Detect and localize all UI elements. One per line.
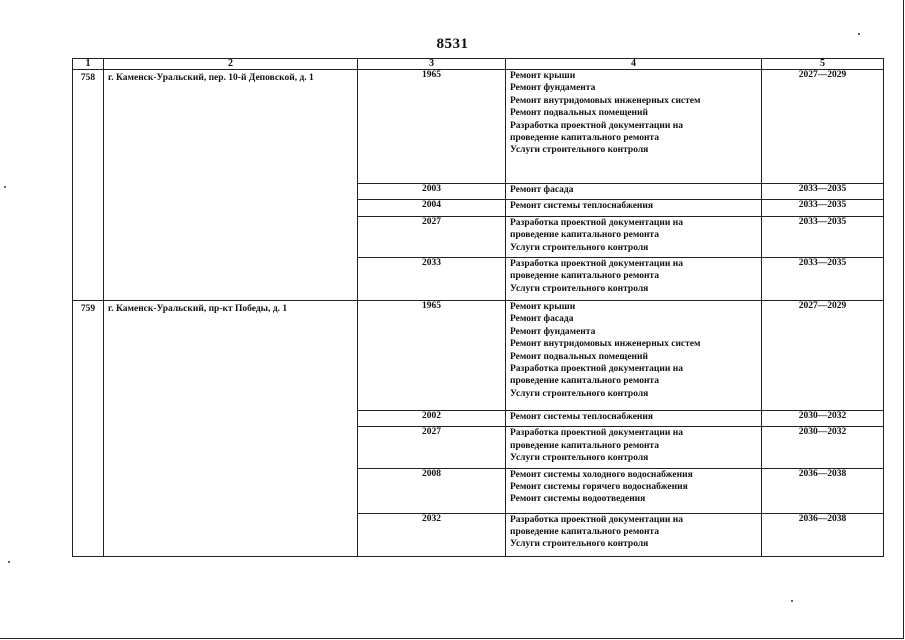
- period-cell: [762, 200, 884, 216]
- year-value: 2002: [422, 411, 441, 422]
- period-cell: [762, 468, 884, 513]
- period-cell: [762, 427, 884, 468]
- work-item: Ремонт подвальных помещений: [510, 351, 648, 362]
- work-item: проведение капитального ремонта: [510, 133, 659, 144]
- year-cell: [358, 411, 506, 427]
- work-item: Разработка проектной документации на: [510, 364, 683, 375]
- work-item: Ремонт системы холодного водоснабжения: [510, 469, 693, 480]
- work-item: Ремонт внутридомовых инженерных систем: [510, 95, 701, 106]
- work-item: Разработка проектной документации на: [510, 514, 683, 525]
- year-value: 2004: [422, 200, 441, 211]
- header-col-3: 3: [358, 59, 506, 70]
- building-address: г. Каменск-Уральский, пр-кт Победы, д. 1: [104, 301, 358, 557]
- period-value: 2036—2038: [798, 468, 847, 479]
- works-cell: [506, 468, 762, 513]
- work-item: Услуги строительного контроля: [510, 453, 649, 464]
- work-item: Ремонт фундамента: [510, 83, 596, 94]
- works-cell: [506, 513, 762, 556]
- works-cell: [506, 301, 762, 411]
- year-value: 2008: [422, 468, 441, 479]
- header-row: [73, 59, 884, 70]
- period-cell: [762, 70, 884, 184]
- period-value: 2033—2035: [798, 184, 847, 194]
- work-item: Разработка проектной документации на: [510, 120, 683, 131]
- period-value: 2030—2032: [798, 411, 847, 422]
- year-value: 1965: [422, 70, 441, 80]
- period-value: 2033—2035: [798, 216, 847, 227]
- work-item: Ремонт крыши: [510, 71, 576, 81]
- building-number: 759: [73, 301, 104, 557]
- year-value: 2003: [422, 184, 441, 194]
- work-item: Ремонт системы водоотведения: [510, 494, 646, 505]
- work-item: Ремонт крыши: [510, 302, 576, 313]
- table-row: [73, 301, 884, 411]
- year-cell: [358, 513, 506, 556]
- period-value: 2027—2029: [798, 301, 847, 312]
- work-item: Ремонт системы теплоснабжения: [510, 412, 654, 423]
- work-item: Услуги строительного контроля: [510, 539, 649, 550]
- period-cell: [762, 184, 884, 200]
- period-value: 2027—2029: [798, 70, 847, 80]
- scan-speck: [8, 561, 10, 563]
- work-item: Ремонт фундамента: [510, 326, 596, 337]
- work-item: Ремонт системы горячего водоснабжения: [510, 482, 688, 493]
- year-cell: [358, 200, 506, 216]
- year-cell: [358, 216, 506, 257]
- work-item: Ремонт фасада: [510, 314, 574, 325]
- work-item: проведение капитального ремонта: [510, 440, 659, 451]
- works-cell: [506, 258, 762, 301]
- work-item: Ремонт подвальных помещений: [510, 108, 648, 119]
- work-item: Разработка проектной документации на: [510, 217, 683, 228]
- header-col-5: 5: [762, 59, 884, 70]
- table-row: [73, 70, 884, 184]
- year-cell: [358, 184, 506, 200]
- building-address: г. Каменск-Уральский, пер. 10-й Деповской, д. 1: [104, 70, 358, 301]
- year-value: 2027: [422, 216, 441, 227]
- period-cell: [762, 513, 884, 556]
- work-item: Услуги строительного контроля: [510, 242, 649, 253]
- work-item: Ремонт внутридомовых инженерных систем: [510, 339, 701, 350]
- work-item: Услуги строительного контроля: [510, 283, 649, 294]
- work-item: Разработка проектной документации на: [510, 428, 683, 439]
- year-value: 1965: [422, 301, 441, 312]
- works-cell: [506, 427, 762, 468]
- work-item: Ремонт системы теплоснабжения: [510, 201, 654, 212]
- year-cell: [358, 301, 506, 411]
- work-item: Разработка проектной документации на: [510, 259, 683, 270]
- year-cell: [358, 70, 506, 184]
- table-header: [73, 59, 884, 70]
- scan-speck: [791, 600, 793, 602]
- building-number: 758: [73, 70, 104, 301]
- period-value: 2036—2038: [798, 513, 847, 524]
- year-cell: [358, 258, 506, 301]
- work-item: проведение капитального ремонта: [510, 527, 659, 538]
- works-cell: [506, 200, 762, 216]
- work-item: Услуги строительного контроля: [510, 145, 649, 156]
- period-cell: [762, 216, 884, 257]
- scan-speck: [858, 33, 860, 35]
- header-col-4: 4: [506, 59, 762, 70]
- scan-speck: [4, 186, 6, 188]
- year-value: 2027: [422, 427, 441, 438]
- table-body: [73, 70, 884, 557]
- capital-repair-table: [72, 58, 884, 557]
- work-item: проведение капитального ремонта: [510, 230, 659, 241]
- header-col-1: 1: [73, 59, 104, 70]
- page-number: 8531: [436, 36, 469, 52]
- year-value: 2033: [422, 258, 441, 269]
- period-cell: [762, 301, 884, 411]
- period-value: 2033—2035: [798, 200, 847, 211]
- year-cell: [358, 427, 506, 468]
- work-item: проведение капитального ремонта: [510, 271, 659, 282]
- work-item: Услуги строительного контроля: [510, 388, 649, 399]
- year-value: 2032: [422, 513, 441, 524]
- period-value: 2030—2032: [798, 427, 847, 438]
- year-cell: [358, 468, 506, 513]
- works-cell: [506, 184, 762, 200]
- work-item: Ремонт фасада: [510, 185, 574, 195]
- works-cell: [506, 216, 762, 257]
- period-value: 2033—2035: [798, 258, 847, 269]
- works-cell: [506, 411, 762, 427]
- header-col-2: 2: [104, 59, 358, 70]
- work-item: проведение капитального ремонта: [510, 376, 659, 387]
- works-cell: [506, 70, 762, 184]
- period-cell: [762, 411, 884, 427]
- period-cell: [762, 258, 884, 301]
